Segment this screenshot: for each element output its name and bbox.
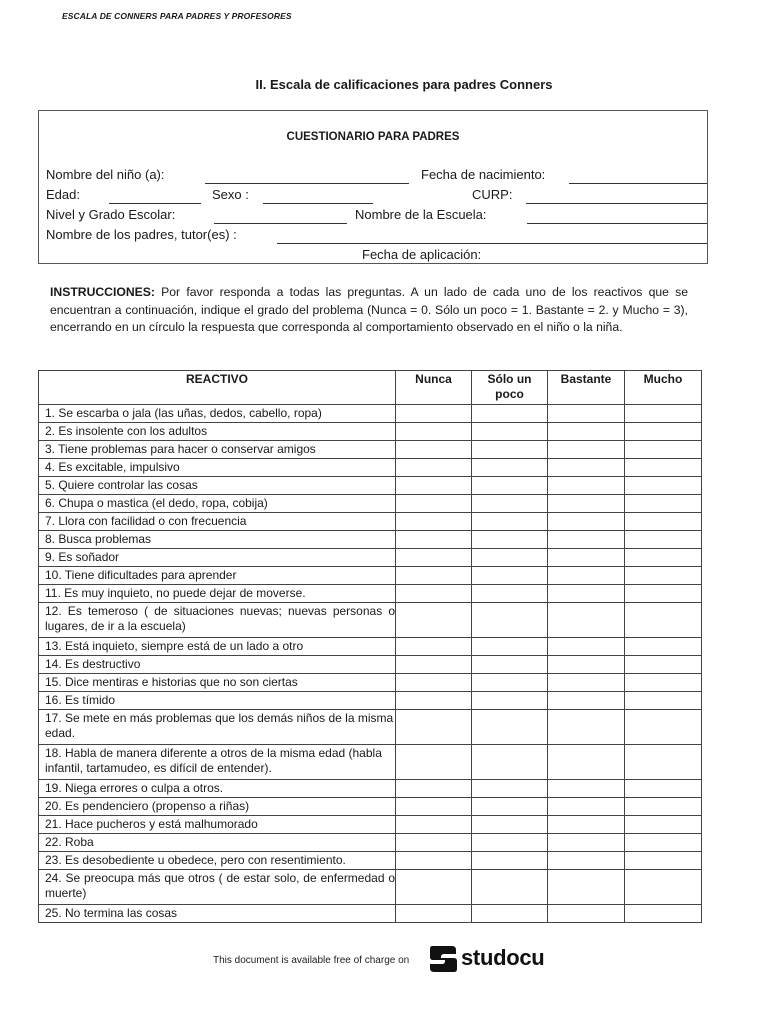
item-text: 4. Es excitable, impulsivo: [39, 459, 396, 477]
parents-name-line[interactable]: [277, 243, 707, 244]
answer-nunca[interactable]: [396, 852, 472, 870]
answer-nunca[interactable]: [396, 585, 472, 603]
school-name-line[interactable]: [527, 223, 707, 224]
answer-bastante[interactable]: [548, 423, 625, 441]
answer-solo-un-poco[interactable]: [472, 780, 548, 798]
answer-nunca[interactable]: [396, 656, 472, 674]
answer-bastante[interactable]: [548, 816, 625, 834]
header-mucho: Mucho: [625, 371, 702, 405]
answer-solo-un-poco[interactable]: [472, 870, 548, 905]
table-row: [39, 745, 702, 780]
answer-mucho[interactable]: [625, 585, 702, 603]
answer-mucho[interactable]: [625, 531, 702, 549]
table-row: [39, 816, 702, 834]
answer-nunca[interactable]: [396, 441, 472, 459]
answer-solo-un-poco[interactable]: [472, 852, 548, 870]
answer-solo-un-poco[interactable]: [472, 638, 548, 656]
child-name-line[interactable]: [205, 183, 409, 184]
table-row: [39, 567, 702, 585]
answer-mucho[interactable]: [625, 834, 702, 852]
table-row: [39, 710, 702, 745]
answer-solo-un-poco[interactable]: [472, 423, 548, 441]
answer-solo-un-poco[interactable]: [472, 905, 548, 923]
answer-nunca[interactable]: [396, 423, 472, 441]
answer-mucho[interactable]: [625, 603, 702, 638]
application-date-label: Fecha de aplicación:: [362, 247, 482, 262]
answer-solo-un-poco[interactable]: [472, 692, 548, 710]
table-row: [39, 549, 702, 567]
sex-label: Sexo :: [212, 187, 249, 202]
answer-bastante[interactable]: [548, 656, 625, 674]
answer-mucho[interactable]: [625, 656, 702, 674]
answer-solo-un-poco[interactable]: [472, 495, 548, 513]
item-text: 3. Tiene problemas para hacer o conservar amigos: [39, 441, 396, 459]
answer-solo-un-poco[interactable]: [472, 513, 548, 531]
school-level-line[interactable]: [214, 223, 347, 224]
parent-form: [38, 110, 708, 264]
answer-bastante[interactable]: [548, 549, 625, 567]
answer-nunca[interactable]: [396, 405, 472, 423]
answer-solo-un-poco[interactable]: [472, 745, 548, 780]
answer-mucho[interactable]: [625, 780, 702, 798]
item-text: 8. Busca problemas: [39, 531, 396, 549]
item-text: 11. Es muy inquieto, no puede dejar de moverse.: [39, 585, 396, 603]
table-row: [39, 423, 702, 441]
header-nunca: Nunca: [396, 371, 472, 405]
table-row: [39, 905, 702, 923]
answer-mucho[interactable]: [625, 513, 702, 531]
answer-solo-un-poco[interactable]: [472, 834, 548, 852]
table-row: [39, 798, 702, 816]
answer-nunca[interactable]: [396, 674, 472, 692]
item-text: 6. Chupa o mastica (el dedo, ropa, cobija): [39, 495, 396, 513]
questionnaire-table: [38, 370, 702, 923]
answer-nunca[interactable]: [396, 692, 472, 710]
item-text: 9. Es soñador: [39, 549, 396, 567]
item-text: 2. Es insolente con los adultos: [39, 423, 396, 441]
answer-bastante[interactable]: [548, 477, 625, 495]
answer-bastante[interactable]: [548, 710, 625, 745]
table-row: [39, 495, 702, 513]
table-row: [39, 405, 702, 423]
answer-bastante[interactable]: [548, 798, 625, 816]
instructions-label: INSTRUCCIONES:: [50, 285, 155, 299]
table-row: [39, 585, 702, 603]
age-label: Edad:: [46, 187, 80, 202]
answer-bastante[interactable]: [548, 870, 625, 905]
answer-solo-un-poco[interactable]: [472, 477, 548, 495]
answer-bastante[interactable]: [548, 852, 625, 870]
studocu-logo-icon[interactable]: [426, 942, 460, 976]
instructions: [50, 284, 688, 337]
header-bastante: Bastante: [548, 371, 625, 405]
answer-solo-un-poco[interactable]: [472, 710, 548, 745]
item-text: 19. Niega errores o culpa a otros.: [39, 780, 396, 798]
table-row: [39, 638, 702, 656]
header-solo-un-poco: Sólo un poco: [472, 371, 548, 405]
answer-nunca[interactable]: [396, 905, 472, 923]
table-row: [39, 441, 702, 459]
answer-mucho[interactable]: [625, 638, 702, 656]
table-row: [39, 674, 702, 692]
answer-bastante[interactable]: [548, 692, 625, 710]
item-text: 23. Es desobediente u obedece, pero con resentimiento.: [39, 852, 396, 870]
answer-nunca[interactable]: [396, 477, 472, 495]
answer-nunca[interactable]: [396, 638, 472, 656]
answer-mucho[interactable]: [625, 459, 702, 477]
answer-mucho[interactable]: [625, 495, 702, 513]
answer-bastante[interactable]: [548, 567, 625, 585]
school-level-label: Nivel y Grado Escolar:: [46, 207, 176, 222]
item-text: 5. Quiere controlar las cosas: [39, 477, 396, 495]
footer-note: This document is available free of charge on: [213, 955, 410, 966]
answer-mucho[interactable]: [625, 798, 702, 816]
answer-solo-un-poco[interactable]: [472, 531, 548, 549]
table-row: [39, 603, 702, 638]
table-row: [39, 834, 702, 852]
instructions-text: Por favor responda a todas las preguntas. A un lado de cada uno de los reactivos que se encuentran a continuación, indique el grado del problema (Nunca = 0. Sólo un poco = 1. Bastante = 2. y Mucho = 3), encerrando en un círculo la respuesta que corresponda al comportamiento observado en el niño o la niña.: [50, 285, 688, 334]
table-row: [39, 531, 702, 549]
answer-nunca[interactable]: [396, 798, 472, 816]
answer-mucho[interactable]: [625, 441, 702, 459]
answer-nunca[interactable]: [396, 513, 472, 531]
answer-bastante[interactable]: [548, 585, 625, 603]
answer-bastante[interactable]: [548, 674, 625, 692]
answer-mucho[interactable]: [625, 405, 702, 423]
answer-solo-un-poco[interactable]: [472, 798, 548, 816]
answer-nunca[interactable]: [396, 495, 472, 513]
age-line[interactable]: [109, 203, 201, 204]
parents-name-label: Nombre de los padres, tutor(es) :: [46, 227, 237, 242]
answer-nunca[interactable]: [396, 745, 472, 780]
item-text: 20. Es pendenciero (propenso a riñas): [39, 798, 396, 816]
answer-solo-un-poco[interactable]: [472, 567, 548, 585]
item-text: 22. Roba: [39, 834, 396, 852]
answer-bastante[interactable]: [548, 905, 625, 923]
table-row: [39, 780, 702, 798]
item-text: 21. Hace pucheros y está malhumorado: [39, 816, 396, 834]
item-text: 25. No termina las cosas: [39, 905, 396, 923]
answer-solo-un-poco[interactable]: [472, 656, 548, 674]
answer-bastante[interactable]: [548, 441, 625, 459]
answer-nunca[interactable]: [396, 780, 472, 798]
answer-mucho[interactable]: [625, 852, 702, 870]
answer-mucho[interactable]: [625, 710, 702, 745]
answer-bastante[interactable]: [548, 638, 625, 656]
item-text: 16. Es tímido: [39, 692, 396, 710]
answer-solo-un-poco[interactable]: [472, 585, 548, 603]
table-header-row: [39, 371, 702, 405]
answer-solo-un-poco[interactable]: [472, 405, 548, 423]
answer-mucho[interactable]: [625, 567, 702, 585]
answer-mucho[interactable]: [625, 423, 702, 441]
answer-bastante[interactable]: [548, 745, 625, 780]
answer-bastante[interactable]: [548, 603, 625, 638]
answer-nunca[interactable]: [396, 834, 472, 852]
item-text: 12. Es temeroso ( de situaciones nuevas; nuevas personas o lugares, de ir a la escuela): [39, 603, 396, 638]
item-text: 15. Dice mentiras e historias que no son ciertas: [39, 674, 396, 692]
item-text: 24. Se preocupa más que otros ( de estar solo, de enfermedad o muerte): [39, 870, 396, 905]
answer-nunca[interactable]: [396, 710, 472, 745]
studocu-brand[interactable]: studocu: [461, 945, 545, 970]
answer-mucho[interactable]: [625, 816, 702, 834]
child-name-label: Nombre del niño (a):: [46, 167, 165, 182]
answer-mucho[interactable]: [625, 870, 702, 905]
answer-bastante[interactable]: [548, 495, 625, 513]
answer-solo-un-poco[interactable]: [472, 603, 548, 638]
answer-bastante[interactable]: [548, 405, 625, 423]
header-reactivo: REACTIVO: [39, 371, 396, 405]
item-text: 14. Es destructivo: [39, 656, 396, 674]
item-text: 13. Está inquieto, siempre está de un lado a otro: [39, 638, 396, 656]
answer-bastante[interactable]: [548, 780, 625, 798]
curp-label: CURP:: [472, 187, 513, 202]
table-row: [39, 870, 702, 905]
answer-bastante[interactable]: [548, 513, 625, 531]
answer-nunca[interactable]: [396, 549, 472, 567]
item-text: 17. Se mete en más problemas que los demás niños de la misma edad.: [39, 710, 396, 745]
table-row: [39, 656, 702, 674]
answer-nunca[interactable]: [396, 567, 472, 585]
birthdate-label: Fecha de nacimiento:: [421, 167, 546, 182]
answer-solo-un-poco[interactable]: [472, 816, 548, 834]
answer-mucho[interactable]: [625, 905, 702, 923]
answer-mucho[interactable]: [625, 692, 702, 710]
answer-bastante[interactable]: [548, 531, 625, 549]
table-row: [39, 692, 702, 710]
answer-nunca[interactable]: [396, 603, 472, 638]
answer-nunca[interactable]: [396, 816, 472, 834]
answer-mucho[interactable]: [625, 674, 702, 692]
school-name-label: Nombre de la Escuela:: [355, 207, 487, 222]
table-row: [39, 459, 702, 477]
table-row: [39, 477, 702, 495]
form-title: CUESTIONARIO PARA PADRES: [286, 131, 460, 143]
answer-solo-un-poco[interactable]: [472, 441, 548, 459]
answer-mucho[interactable]: [625, 745, 702, 780]
answer-solo-un-poco[interactable]: [472, 459, 548, 477]
answer-mucho[interactable]: [625, 549, 702, 567]
curp-line[interactable]: [526, 203, 707, 204]
page-title: II. Escala de calificaciones para padres Conners: [255, 77, 553, 92]
answer-nunca[interactable]: [396, 870, 472, 905]
answer-solo-un-poco[interactable]: [472, 674, 548, 692]
item-text: 1. Se escarba o jala (las uñas, dedos, cabello, ropa): [39, 405, 396, 423]
answer-solo-un-poco[interactable]: [472, 549, 548, 567]
answer-nunca[interactable]: [396, 459, 472, 477]
item-text: 18. Habla de manera diferente a otros de la misma edad (habla infantil, tartamudeo, es difícil de entender).: [39, 745, 396, 780]
answer-bastante[interactable]: [548, 459, 625, 477]
header-note: ESCALA DE CONNERS PARA PADRES Y PROFESORES: [62, 11, 292, 21]
answer-nunca[interactable]: [396, 531, 472, 549]
item-text: 7. Llora con facilidad o con frecuencia: [39, 513, 396, 531]
sex-line[interactable]: [263, 203, 373, 204]
answer-bastante[interactable]: [548, 834, 625, 852]
birthdate-line[interactable]: [569, 183, 707, 184]
table-row: [39, 852, 702, 870]
answer-mucho[interactable]: [625, 477, 702, 495]
item-text: 10. Tiene dificultades para aprender: [39, 567, 396, 585]
table-row: [39, 513, 702, 531]
